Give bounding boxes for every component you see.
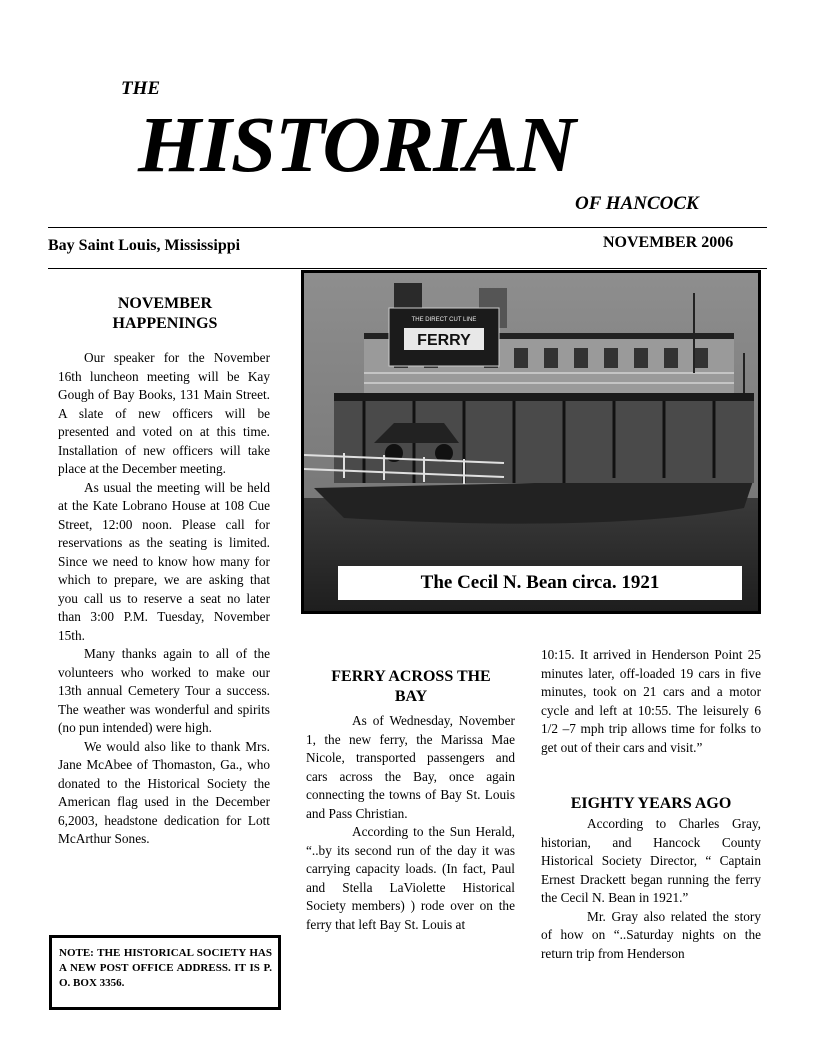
ferry-photo: [301, 270, 761, 614]
post-office-note: [49, 935, 281, 1010]
issue-date: NOVEMBER 2006: [603, 234, 734, 251]
eighty-years-ago-heading: EIGHTY YEARS AGO: [570, 795, 732, 812]
masthead-the: THE: [121, 78, 161, 99]
ferry-sign-text: FERRY: [417, 332, 471, 349]
ferry-paragraph: According to the Sun Herald, “..by its second run of the day it was carrying capacity loads. (In fact, Paul and Stella LaViolette Historical Society members) ) rode over on the ferry that left Bay St. Louis at: [306, 824, 515, 932]
ferry-article-heading-line2: BAY: [394, 688, 428, 705]
masthead-rule-bottom: [48, 268, 767, 269]
eighty-years-ago-body: [541, 815, 761, 963]
november-paragraph: Our speaker for the November 16th luncheon meeting will be Kay Gough of Bay Books, 131 Main Street. A slate of new officers will be presented and voted on at this time. Installation of new officers will take place at the December meeting.: [58, 350, 270, 476]
post-office-note-text: NOTE: THE HISTORICAL SOCIETY HAS A NEW POST OFFICE ADDRESS. IT IS P. O. BOX 3356.: [59, 947, 272, 989]
masthead-subtitle: OF HANCOCK: [575, 193, 699, 214]
ferry-paragraph: As of Wednesday, November 1, the new ferry, the Marissa Mae Nicole, transported passengers and cars across the Bay, once again connecting the towns of Bay St. Louis and Pass Christian.: [306, 713, 515, 821]
ferry-sign-line: THE DIRECT CUT LINE: [411, 317, 477, 323]
ferry-article-heading-line1: FERRY ACROSS THE: [331, 668, 491, 685]
november-paragraph: As usual the meeting will be held at the Kate Lobrano House at 108 Cue Street, 12:00 noon. Please call for reservations as the seating is limited. Since we need to know how many for which to prepare, we are asking that you call us to reserve a seat no later than 3:00 P.M. Tuesday, November 15th.: [58, 479, 270, 643]
ferry-boat-illustration: [304, 273, 758, 611]
masthead-location: Bay Saint Louis, Mississippi: [48, 237, 241, 254]
ferry-article-heading: [306, 667, 516, 707]
masthead-rule-top: [48, 227, 767, 228]
november-paragraph: Many thanks again to all of the volunteers who worked to make our 13th annual Cemetery Tour a success. The weather was wonderful and spirits (no pun intended) were high.: [58, 646, 270, 735]
november-happenings-body: [58, 349, 270, 849]
november-happenings-heading-line2: HAPPENINGS: [112, 315, 218, 332]
november-happenings-heading-line1: NOVEMBER: [117, 295, 213, 312]
eighty-years-paragraph: Mr. Gray also related the story of how on “..Saturday nights on the return trip from Henderson: [541, 908, 761, 961]
november-happenings-heading: [60, 294, 270, 334]
photo-caption: The Cecil N. Bean circa. 1921: [338, 566, 742, 600]
newsletter-title: HISTORIAN: [138, 102, 575, 189]
ferry-article-body: [306, 712, 515, 934]
eighty-years-paragraph: According to Charles Gray, historian, and Hancock County Historical Society Director, “ Captain Ernest Drackett began running the ferry the Cecil N. Bean in 1921.”: [541, 816, 761, 905]
ferry-article-continuation: [541, 646, 761, 757]
november-paragraph: We would also like to thank Mrs. Jane McAbee of Thomaston, Ga., who donated to the Historical Society the American flag used in the December 6,2003, headstone dedication for Lott McArthur Sones.: [58, 738, 270, 846]
ferry-continuation-paragraph: 10:15. It arrived in Henderson Point 25 minutes later, off-loaded 19 cars in five minutes, took on 21 cars and a motor cycle and left at 10:55. The leisurely 6 1/2 –7 mph trip allows time for folks to get out of their cars and visit.”: [541, 647, 761, 755]
